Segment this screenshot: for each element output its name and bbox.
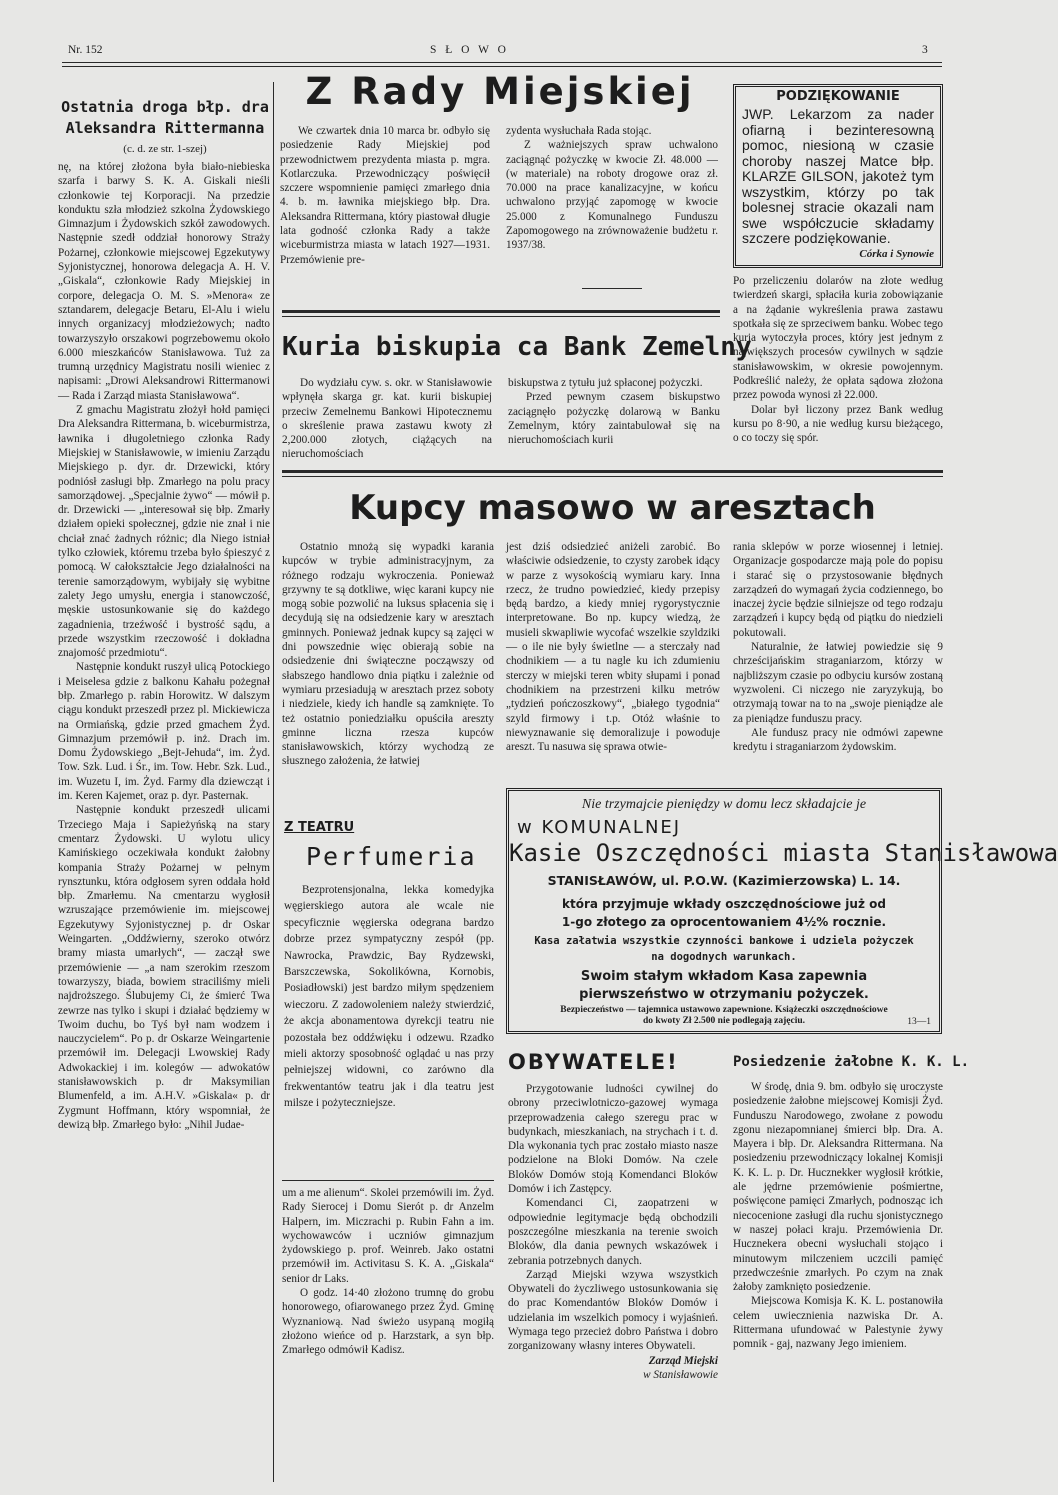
ad-line-8: na dogodnych warunkach. xyxy=(651,951,797,963)
obywatele-signature-2: w Stanisławowie xyxy=(643,1368,718,1381)
kupcy-top-rule xyxy=(282,470,943,473)
rada-end-rule xyxy=(582,288,642,289)
rada-title: Z Rady Miejskiej xyxy=(305,70,695,113)
masthead-title: S Ł O W O xyxy=(430,44,509,56)
obituary-paragraph: Następnie kondukt ruszył ulicą Potockiego i Meiselesa gdzie z balkonu Kahału pożegnał błp. Zmarłego p. rabin Horowitz. W dalszym ciągu kondukt przeszedł przez pl. Mickiewicza na Ormiańską, gdzie przed gmachem Żyd. Gimnazjum przemówił p. inż. Drach im. Domu Żydowskiego „Bejt-Jehuda“, im. Żyd. Tow. Szk. Lud. i Śr., im. Tow. Hebr. Szk. Lud., im. Wuzetu I, im. Żyd. Farmy dla dziewcząt i im. Keren Kajemet, oraz p. dyr. Pasternak. xyxy=(58,661,270,803)
thanks-signature: Córka i Synowie xyxy=(859,248,934,260)
ad-line-3: Kasie Oszczędności miasta Stanisławowa xyxy=(509,839,1058,867)
obituary-paragraph: Z gmachu Magistratu złożył hołd pamięci Dra Aleksandra Rittermana, b. wiceburmistrza, ławnika i długoletniego członka Rady Miejskiej w Stanisławowie, w imieniu Zarządu Miejskiego p. dyr. dr. Drzewicki, który podniósł zasługi błp. Zmarłego na polu pracy samorządowej. „Specjalnie żywo“ — mówił p. dr. Drzewicki — „interesował się błp. Zmarły działem opieki społecznej, gdzie nie znał i nie chciał znać żadnych różnic; dla Niego istniał tylko człowiek, któremu trzeba było śpieszyć z pomocą. W całokształcie Jego działalności na terenie samorządowym, wybijały się wybitne zalety Jego umysłu, energia i stanowczość, męskie ustosunkowanie się do każdego zagadnienia, trzeźwość i bystrość sądu, a przede wszystkim rzeczowość i dokładna znajomość przedmiotu“. xyxy=(58,404,270,660)
savings-bank-ad xyxy=(506,788,1058,1034)
obituary-paragraph: nę, na której złożona była biało-niebieska szarfa i barwy S. K. A. Giskali nieśli członkowie tej Korporacji. Na przedzie konduktu szła młodzież szkolna Żydowskiego Gimnazjum i Żydowskich szkół zawodowych. Następnie szedł oddział honorowy Straży Pożarnej, członkowie miejscowej Egzekutywy Syjonistycznej, honorowa delegacja A. H. V. „Giskala“, członkowie Rady Miejskiej in corpore, delegacja O. M. S. »Menora« ze sztandarem, delegacje Betaru, El-Alu i wielu innych organizacyj młodzieżowych; nadto towarzyszyło orszakowi pogrzebowemu około 6.000 mieszkańców Stanisławowa. Tuż za trumną urzędnicy Magistratu nosili wieniec z napisami: „Drowi Aleksandrowi Rittermanowi — Rada i Zarząd miasta Stanisławowa“. xyxy=(58,161,270,402)
kupcy-title: Kupcy masowo w aresztach xyxy=(349,488,876,528)
header-rule xyxy=(62,62,942,63)
funeral-continuation-text-2: O godz. 14·40 złożono trumnę do grobu honorowego, ofiarowanego przez Żyd. Gminę Wyznaniową. Nad świeżo usypaną mogiłą złożono wieńce od p. Harzstark, a syn błp. Zmarłego odmówił Kadisz. xyxy=(282,1287,494,1357)
funeral-continuation xyxy=(282,1186,494,1486)
obywatele-text-2: Komendanci Ci, zaopatrzeni w odpowiednie legitymacje będą obchodzili poszczególne mieszkania na terenie swoich Bloków, dla dania pewnych wskazówek i zebrania potrzebnych danych. xyxy=(508,1197,718,1267)
kkl-title: Posiedzenie żałobne K. K. L. xyxy=(733,1054,970,1070)
ad-line-6: 1-go złotego za oprocentowaniem 4½% rocznie. xyxy=(561,915,887,929)
rada-col2 xyxy=(506,124,718,292)
kuria-col3 xyxy=(733,274,943,459)
thanks-box xyxy=(733,84,943,268)
obywatele-title: OBYWATELE! xyxy=(508,1050,679,1074)
kkl-text-2: Miejscowa Komisja K. K. L. postanowiła celem uwiecznienia nazwiska Dr. A. Rittermana ufundować w Palestynie żywy pomnik - gaj, nazwany Jego imieniem. xyxy=(733,1295,943,1351)
obituary-title-2: Aleksandra Rittermanna xyxy=(65,119,265,137)
kkl-text-1: W środę, dnia 9. bm. odbyło się uroczyste posiedzenie żałobne miejscowej Komisji Żyd. Funduszu Narodowego, zwołane z powodu zgonu niezapomnianej śmierci błp. Dra. A. Mayera i błp. Dr. Aleksandra Rittermana. Na posiedzeniu przewodniczący lokalnej Komisji K. K. L. p. Dr. Hucznekker wygłosił krótkie, ale jędrne przemówienie pośmiertne, poświęcone pamięci Zmarłych, podnosząc ich niecocenione zasługi dla ruchu sjonistycznego w naszej połaci kraju. Przemówienia Dr. Hucznekera obecni wysłuchali stojąco i minutowym milczeniem uczcili pamięć przedwcześnie zmarłych. Po czym na znak żałoby zamknięto posiedzenie. xyxy=(733,1081,943,1294)
kupcy-col1 xyxy=(282,540,494,768)
obywatele-text-3: Zarząd Miejski wzywa wszystkich Obywateli do życzliwego ustosunkowania się do prac Komendantów Bloków Domów i udzielania im wszelkich pomocy i wyjaśnień. Wymaga tego przecież dobro Państwa i dobro zorganizowany własny interes Obywateli. xyxy=(508,1268,718,1353)
issue-number: Nr. 152 xyxy=(68,44,103,56)
kuria-text-5: Dolar był liczony przez Bank według kursu po 8·90, a nie według kursu bieżącego, o co toczy się spór. xyxy=(733,403,943,445)
ad-line-11: Bezpieczeństwo — tajemnica ustawowo zapewnione. Książeczki oszczędnościowe xyxy=(560,1005,888,1015)
obituary-title-1: Ostatnia droga błp. dra xyxy=(61,98,269,116)
obywatele-text-1: Przygotowanie ludności cywilnej do obrony przeciwlotniczo-gazowej wymaga przeprowadzenia całego szeregu prac w budynkach, mieszkaniach, na strychach i t. d. Dla wykonania tych prac zostało miasto nasze podzielone na Bloki Domów. Na czele Bloków Domów stoją Komendanci Bloków Domów i ich Zastępcy. xyxy=(508,1083,718,1196)
ad-line-9: Swoim stałym wkładom Kasa zapewnia xyxy=(580,969,868,984)
thanks-body: JWP. Lekarzom za nader ofiarną i bezinteresowną pomoc, niesioną w czasie choroby naszej Matce błp. KLARZE GILSON, jakoteż tym wszystkim, którzy po tak bolesnej stracie okazali nam swe współczucie składamy szczere podziękowanie. xyxy=(742,106,934,246)
kupcy-col3 xyxy=(733,540,943,768)
rada-text-3: Z ważniejszych spraw uchwalono zaciągnąć pożyczkę w kwocie Zł. 48.000 — (w materiale) na roboty drogowe oraz zł. 70.000 na prace kanalizacyjne, w końcu uchwalono przyjąć zapomogę w kwocie 25.000 z Komunalnego Funduszu Zapomogowego na zrównoważenie budżetu r. 1937/38. xyxy=(506,139,718,252)
obywatele-signature-1: Zarząd Miejski xyxy=(648,1354,718,1367)
kuria-col2 xyxy=(508,376,720,456)
rada-col1 xyxy=(280,124,490,292)
rada-text-2: zydenta wysłuchała Rada stojąc. xyxy=(506,125,652,137)
kuria-text-3: Przed pewnym czasem biskupstwo zaciągnęło pożyczkę dolarową w Banku Zemelnym, który zaintabulował się na nieruchomościach kurii xyxy=(508,391,720,447)
obywatele-body xyxy=(508,1082,718,1398)
kuria-text-2: biskupstwa z tytułu już spłaconej pożyczki. xyxy=(508,377,703,389)
ad-line-1: Nie trzymajcie pieniędzy w domu lecz składajcie je xyxy=(581,797,867,812)
ad-line-2: w KOMUNALNEJ xyxy=(517,817,682,838)
ad-line-5: która przyjmuje wkłady oszczędnościowe już od xyxy=(562,897,886,911)
continuation-rule xyxy=(282,1180,494,1181)
kupcy-text-3: rania sklepów w porze wiosennej i letniej. Organizacje gospodarcze mają pole do popisu i starać się o przystosowanie błędnych zarządzeń do wymagań życia codziennego, bo inaczej życie będzie silniejsze od tego rodzaju zarządzeń i kupcy będą od piątku do niedzieli pokutowali. xyxy=(733,541,943,639)
kupcy-top-rule-2 xyxy=(282,476,943,477)
kuria-col1 xyxy=(282,376,492,461)
ad-line-4: STANISŁAWÓW, ul. P.O.W. (Kazimierzowska) L. 14. xyxy=(547,873,901,888)
teatr-text: Bezprotensjonalna, lekka komedyjka węgierskiego autora ale wcale nie specyficznie węgierska odegrana bardzo dobrze przez sympatyczny zespół (pp. Nawrocka, Prawdzic, Bay Rydzewski, Barszczewska, Sokolikówna, Kornobis, Posiadłowski) jest bardzo miłym spędzeniem wieczoru. Z zadowoleniem należy stwierdzić, że akcja abonamentowa dyrekcji teatru nie pozostała bez oddźwięku i odzewu. Rzadko mieli aktorzy sposobność oglądać u nas przy pełniejszej widowni, co zarówno dla frekwentantów teatru jak i dla teatru jest milsze i pożyteczniejsze. xyxy=(284,884,494,1110)
funeral-continuation-text-1: um a me alienum“. Skolei przemówili im. Żyd. Rady Sierocej i Domu Sierót p. dr Anzelm Halpern, im. Miczrachi p. Rubin Fahn a im. wychowawców i uczniów gimnazjum żydowskiego p. prof. Weinreb. Jako ostatni przemówił im. Activitasu S. K. A. „Giskala“ senior dr Laks. xyxy=(282,1187,494,1285)
kuria-top-rule xyxy=(282,310,720,313)
kupcy-col2 xyxy=(506,540,720,768)
kuria-top-rule-2 xyxy=(282,316,720,317)
kupcy-text-5: Ale fundusz pracy nie odmówi zapewne kredytu i straganiarzom żydowskim. xyxy=(733,726,943,754)
thanks-title: PODZIĘKOWANIE xyxy=(776,89,900,104)
ad-line-10: pierwszeństwo w otrzymaniu pożyczek. xyxy=(579,987,869,1002)
teatr-section-label: Z TEATRU xyxy=(284,820,355,835)
header-rule-2 xyxy=(62,66,942,67)
ad-line-12: do kwoty Zł 2.500 nie podlegają zajęciu. xyxy=(642,1016,806,1026)
kuria-title: Kuria biskupia ca Bank Zemelny xyxy=(282,332,752,362)
obituary-paragraph: Następnie kondukt przeszedł ulicami Trzeciego Maja i Sapieżyńską na stary cmentarz Żydowski. U wylotu ulicy Kamińskiego oczekiwała kondukt żałobny kompania Straży Pożarnej w pełnym rynsztunku, która odgłosem syren oddała hołd błp. Zmarłemu. Na cmentarzu wygłosił wzruszające przemówienie im. miejscowej Egzekutywy Syjonistycznej p. dr Oskar Weingarten. „Oddźwierny, szeroko otwórz bramy miasta umarłych“, — zaczął swe przemówienie — „a nam szerokim rzeszom towarzyszy, biada, bowiem straciliśmy mieli najdroższego. Ślubujemy Ci, że śmierć Twa zewrze nas tylko i skupi i działać będziemy w Twoim duchu, bo Tyś był nam wodzem i nauczycielem“. Po p. dr Oskarze Weingartenie przemówił im. Delegacji Lwowskiej Rady Adwokackiej i im. kolegów — adwokatów stanisławowskich p. dr Maksymilian Blumenfeld, a im. A.H.V. »Giskala« p. dr Zygmunt Hoffmann, który wspomniał, że dewizą błp. Zmarłego było: „Nihil Judae- xyxy=(58,804,270,1131)
page-number: 3 xyxy=(922,44,928,56)
kkl-body xyxy=(733,1080,943,1400)
kupcy-text-4: Naturalnie, że łatwiej powiedzie się 9 chrześcijańskim straganiarzom, którzy w najbliższym czasie po odbyciu kursów zostaną wyzwoleni. Ci niczego nie zaryzykują, bo otrzymają towar na to na „swoje pieniądze ale za pieniądze funduszu pracy. xyxy=(733,641,943,725)
kupcy-text-2: jest dziś odsiedzieć aniżeli zarobić. Bo właściwie odsiedzenie, to czysty zarobek idący w parze z wysokością wymiaru kary. Inna rzecz, że trudno powiedzieć, kiedy przepisy będą bardzo, a kiedy mniej rygorystycznie interpretowane. Bo np. kupcy wiedzą, że musieli skwapliwie wycofać wszelkie szyldziki — o ile nie były świetlne — a sterczały nad chodnikiem — a tu nagle ku ich zdumieniu sterczy w miejski teren wbity słupami i ponad chodnikiem na przestrzeni kilku metrów „tydzień pończoszkowy“, „białego tygodnia“ szyld firmowy i t.p. Otóż właśnie to niewyznawanie się demoralizuje i powoduje areszt. Tu nasuwa się sprawa otwie- xyxy=(506,541,720,754)
kuria-text-4: Po przeliczeniu dolarów na złote według twierdzeń skargi, spłaciła kuria zobowiązanie a na żądanie wykreślenia prawa zastawu spotkała się ze sprzeciwem banku. Wobec tego kuria wytoczyła proces, który jest jednym z największych procesów cywilnych w sądzie stanisławowskim, w okresie powojennym. Podkreślić należy, że opłata sądowa złożona przez powoda wynosi zł 22.000. xyxy=(733,275,943,402)
teatr-title: Perfumeria xyxy=(306,842,477,871)
kuria-text-1: Do wydziału cyw. s. okr. w Stanisławowie wpłynęła skarga gr. kat. kurii biskupiej przeciw Zemelnemu Bankowi Hipotecznemu o skreślenie prawa zastawu kwoty zł 2,200.000 złotych, ciążących na nieruchomościach xyxy=(282,377,492,461)
teatr-body xyxy=(284,882,494,1182)
obituary-continued: (c. d. ze str. 1-szej) xyxy=(123,143,207,155)
ad-line-7: Kasa załatwia wszystkie czynności bankowe i udziela pożyczek xyxy=(534,935,914,947)
obituary-body xyxy=(58,160,270,1482)
kupcy-text-1: Ostatnio mnożą się wypadki karania kupców w trybie administracyjnym, za różnego rodzaju wykroczenia. Ponieważ grzywny te są dotkliwe, więc karani kupcy nie mogą sobie pozwolić na luksus spłacenia się i decydują się na odsiedzenie kary w aresztach gminnych. Ponieważ jednak kupcy są zajęci w dni powszednie więc obierają sobie na odsiedzenie dni świąteczne począwszy od słabszego handlowo dnia piątku i zależnie od wymiaru przesiadują w aresztach przez soboty i niedziele, kiedy ich handle są zamknięte. To też ostatnio poniedziałku opuściła areszty gminne liczna rzesza kupców stanisławowskich, którzy wychodzą ze słusznego założenia, że łatwiej xyxy=(282,541,494,768)
rada-text-1: We czwartek dnia 10 marca br. odbyło się posiedzenie Rady Miejskiej pod przewodnictwem prezydenta miasta p. mgra. Kotlarczuka. Przewodniczący poświęcił szczere wspomnienie pamięci zmarłego dnia 4. b. m. ławnika miejskiego błp. Dra. Aleksandra Rittermana, który piastował długie lata godność członka Rady a także wiceburmistrza miasta w latach 1927—1931. Przemówienie pre- xyxy=(280,125,490,266)
ad-code: 13—1 xyxy=(907,1017,931,1027)
column-rule-left xyxy=(273,82,274,1482)
